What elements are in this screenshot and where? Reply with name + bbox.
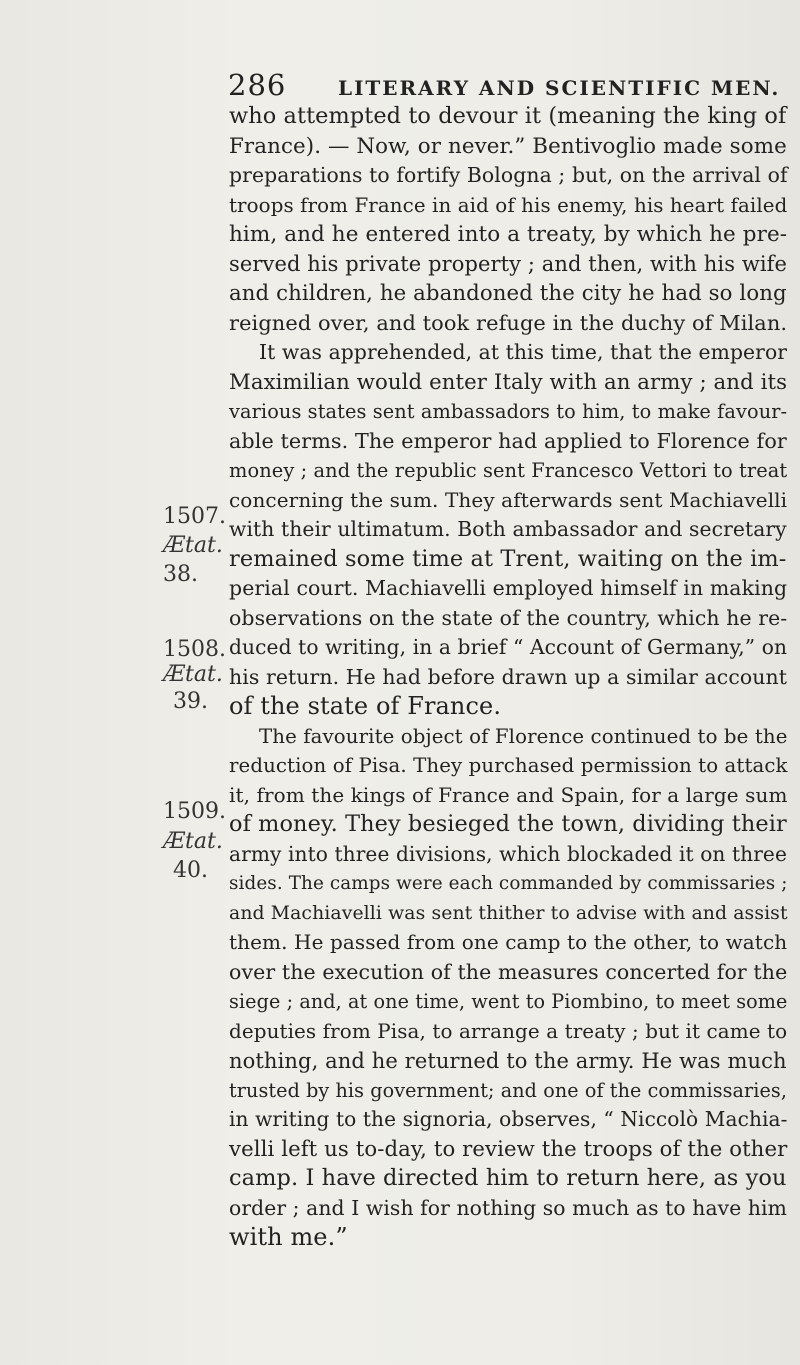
margin-note-aetat: Ætat. xyxy=(163,829,223,854)
text-line: over the execution of the measures concerted for the xyxy=(229,959,788,984)
margin-note-aetat: Ætat. xyxy=(163,662,223,687)
margin-note-year: 1507. xyxy=(163,504,226,529)
text-line: reigned over, and took refuge in the duchy of Milan. xyxy=(229,310,788,335)
text-line: trusted by his government; and one of the commissaries, xyxy=(229,1078,788,1102)
text-line: perial court. Machiavelli employed himself in making xyxy=(229,576,788,600)
margin-note-age: 38. xyxy=(163,562,198,587)
text-line: deputies from Pisa, to arrange a treaty ; but it came to xyxy=(229,1019,788,1043)
text-line: observations on the state of the country, which he re- xyxy=(229,605,788,630)
text-line: Maximilian would enter Italy with an army ; and its xyxy=(229,369,788,395)
text-line: of money. They besieged the town, dividing their xyxy=(229,811,787,837)
text-line: remained some time at Trent, waiting on the im- xyxy=(229,545,787,572)
page-header xyxy=(228,68,788,104)
text-line: his return. He had before drawn up a similar account xyxy=(229,664,787,689)
text-line: with their ultimatum. Both ambassador and secretary xyxy=(229,517,787,541)
text-line: various states sent ambassadors to him, to make favour- xyxy=(229,400,788,423)
margin-note-aetat: Ætat. xyxy=(163,533,223,558)
text-line: in writing to the signoria, observes, “ Niccolò Machia- xyxy=(229,1107,788,1131)
body-text xyxy=(229,102,788,1253)
text-line: and Machiavelli was sent thither to advise with and assist xyxy=(229,902,788,924)
text-line: duced to writing, in a brief “ Account of Germany,” on xyxy=(229,635,788,659)
margin-note-year: 1508. xyxy=(163,637,226,662)
text-line: who attempted to devour it (meaning the king of xyxy=(229,103,787,129)
margin-note-year: 1509. xyxy=(163,799,226,824)
text-line: of the state of France. xyxy=(229,692,502,720)
text-line: The favourite object of Florence continued to be the xyxy=(259,724,788,748)
text-line: him, and he entered into a treaty, by which he pre- xyxy=(229,222,788,247)
text-line: preparations to fortify Bologna ; but, on the arrival of xyxy=(229,163,788,187)
text-line: them. He passed from one camp to the other, to watch xyxy=(229,930,788,954)
text-line: money ; and the republic sent Francesco Vettori to treat xyxy=(229,459,788,482)
text-line: served his private property ; and then, with his wife xyxy=(229,251,788,276)
text-line: It was apprehended, at this time, that the emperor xyxy=(259,340,788,364)
margin-note-age: 39. xyxy=(173,689,208,714)
text-line: order ; and I wish for nothing so much as to have him xyxy=(229,1195,787,1220)
text-line: army into three divisions, which blockaded it on three xyxy=(229,841,787,866)
text-line: with me.” xyxy=(229,1223,348,1251)
text-line: concerning the sum. They afterwards sent Machiavelli xyxy=(229,487,788,512)
text-line: siege ; and, at one time, went to Piombino, to meet some xyxy=(229,990,788,1013)
text-line: sides. The camps were each commanded by commissaries ; xyxy=(229,873,788,894)
text-line: reduction of Pisa. They purchased permission to attack xyxy=(229,754,788,777)
running-title: LITERARY AND SCIENTIFIC MEN. xyxy=(338,76,781,100)
text-line: troops from France in aid of his enemy, his heart failed xyxy=(229,193,788,217)
text-line: able terms. The emperor had applied to Florence for xyxy=(229,428,787,453)
text-line: it, from the kings of France and Spain, for a large sum xyxy=(229,782,788,807)
margin-note-age: 40. xyxy=(173,858,208,883)
text-line: camp. I have directed him to return here, as you xyxy=(229,1165,787,1191)
text-line: and children, he abandoned the city he had so long xyxy=(229,281,787,306)
text-line: France). — Now, or never.” Bentivoglio made some xyxy=(229,133,787,159)
text-line: velli left us to-day, to review the troops of the other xyxy=(229,1136,788,1162)
page-number: 286 xyxy=(228,68,287,102)
text-line: nothing, and he returned to the army. He was much xyxy=(229,1048,787,1073)
